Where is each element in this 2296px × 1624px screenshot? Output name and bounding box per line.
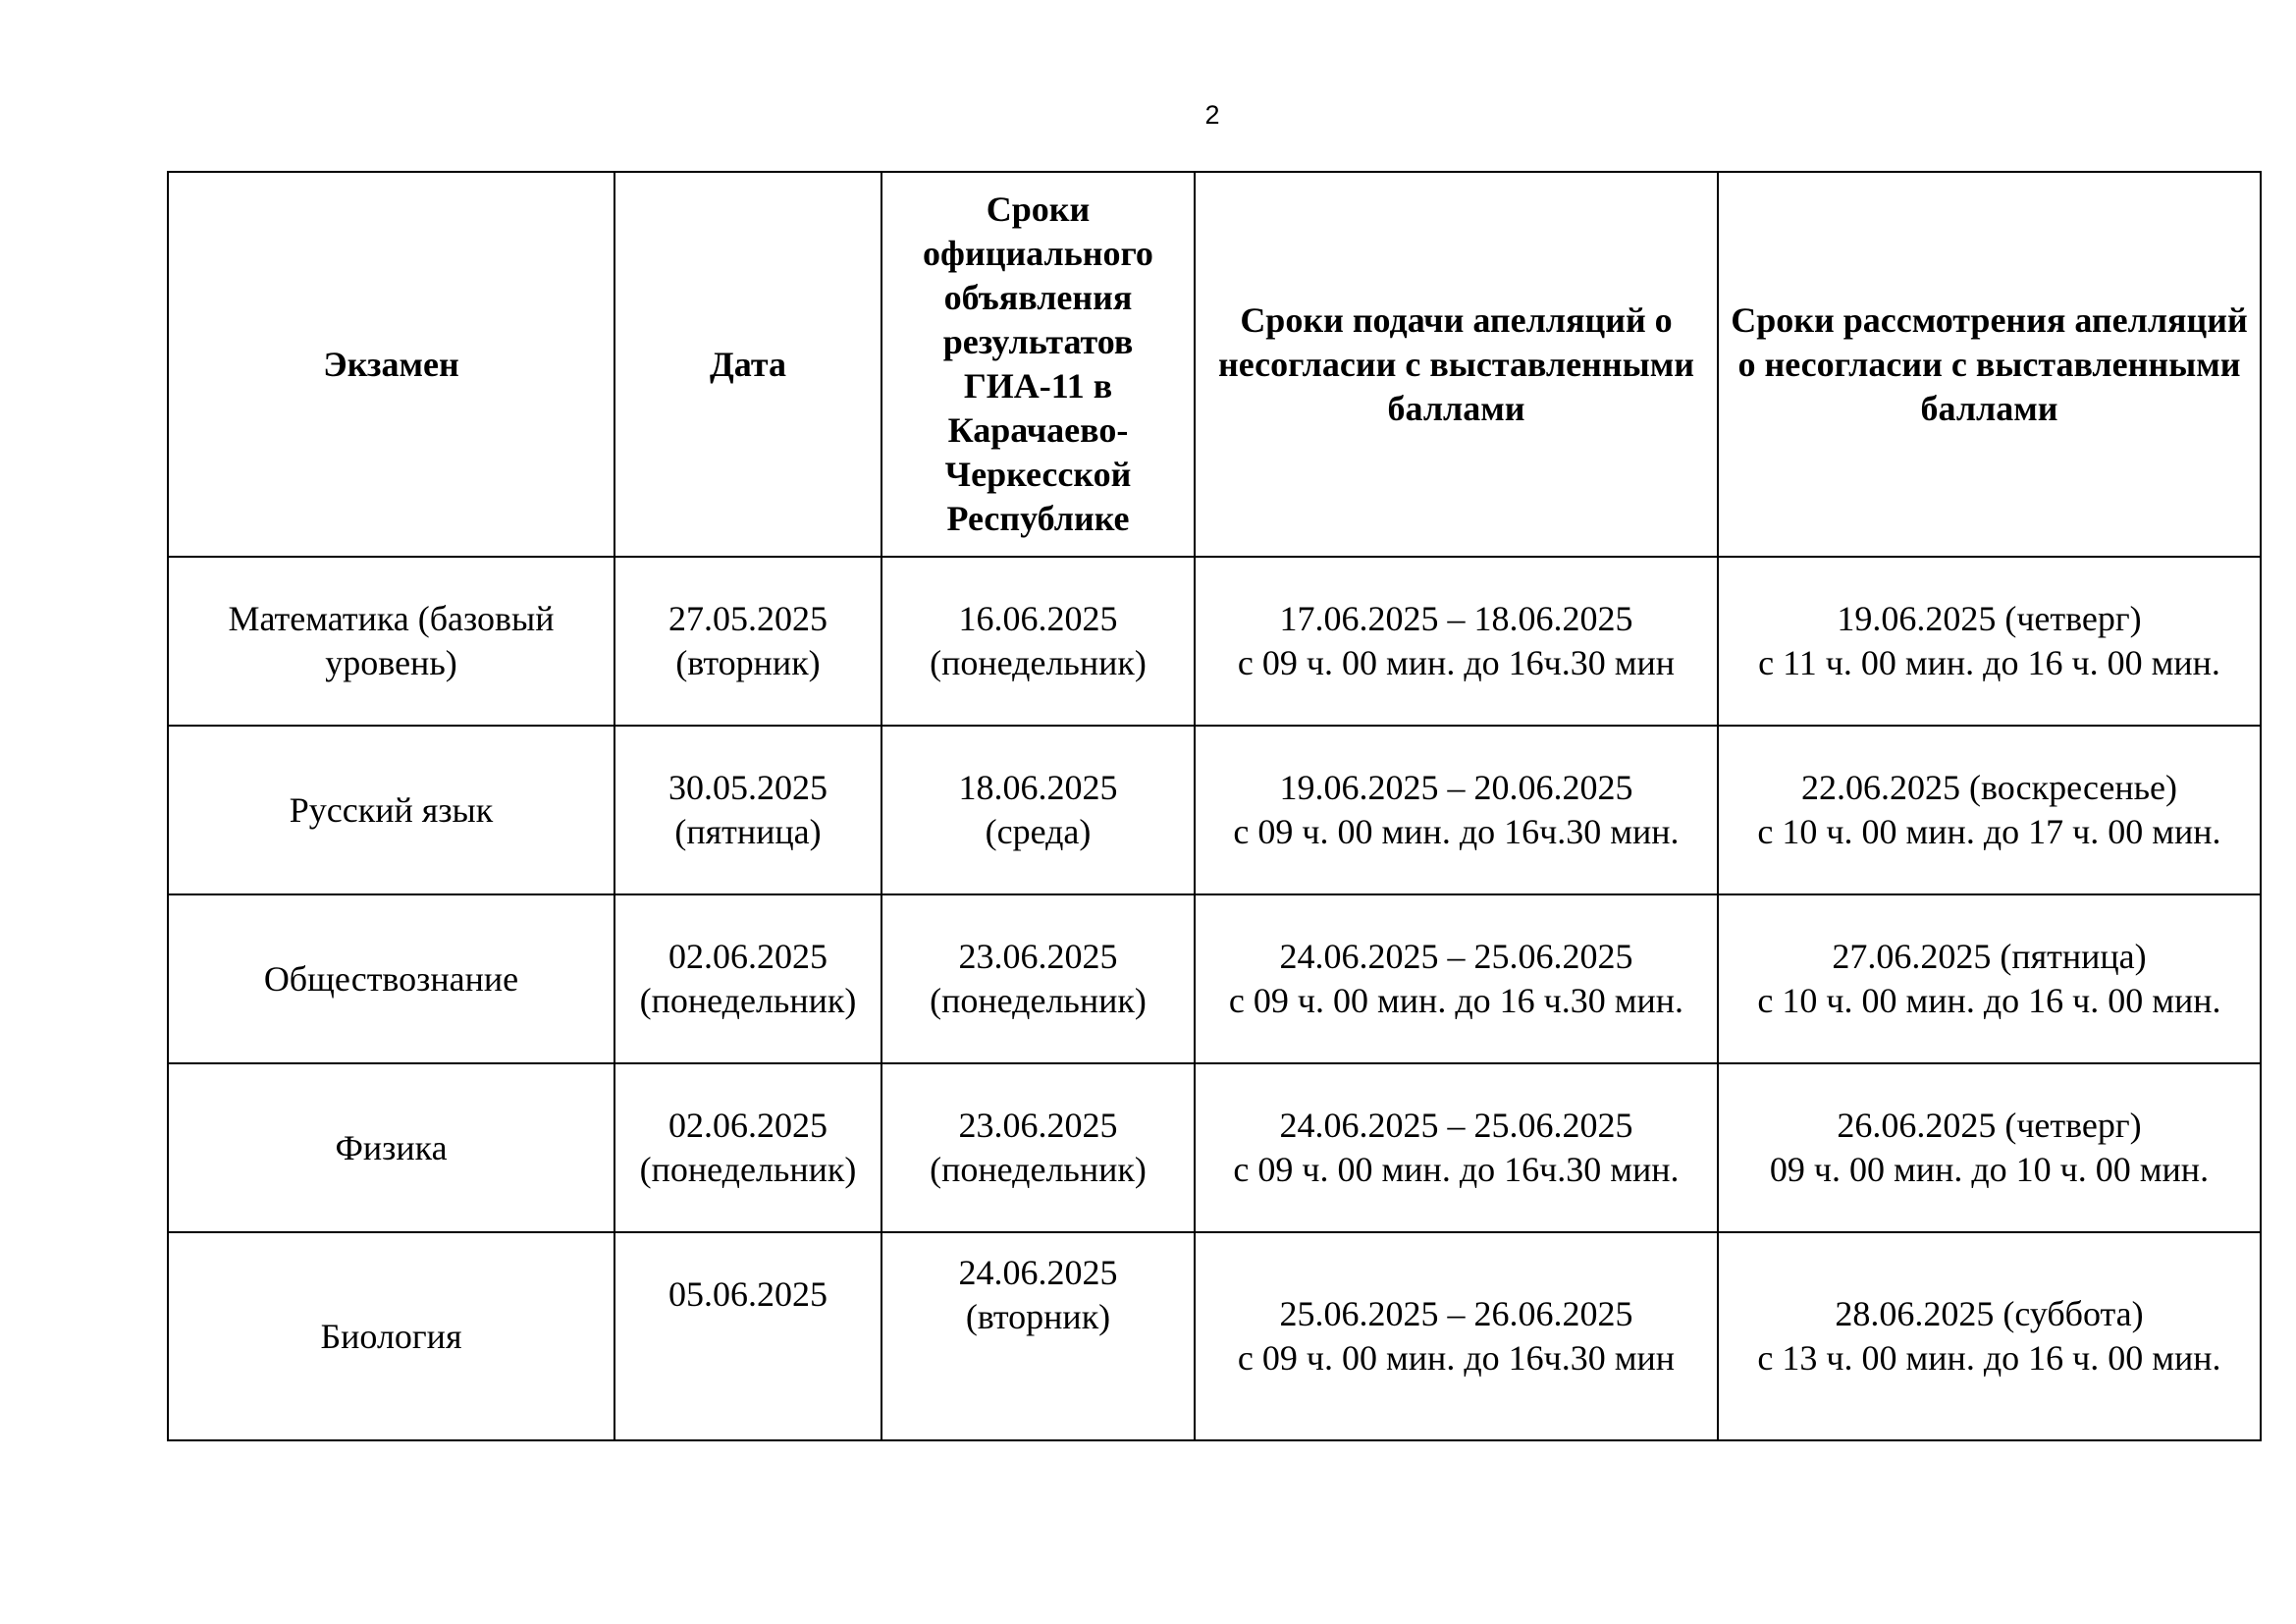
exam-name: Физика — [335, 1127, 448, 1167]
cell-exam — [168, 894, 614, 1063]
cell-exam — [168, 726, 614, 894]
header-results-announcement: Сроки официального объявления результатов ГИА-11 в Карачаево-Черкесской Республике — [881, 172, 1195, 557]
cell-results — [881, 1232, 1195, 1440]
results-date: 23.06.2025 — [958, 1106, 1118, 1145]
exam-weekday: (понедельник) — [639, 981, 857, 1020]
cell-exam — [168, 1063, 614, 1232]
results-weekday: (вторник) — [965, 1297, 1111, 1336]
header-exam: Экзамен — [168, 172, 614, 557]
cell-results — [881, 557, 1195, 726]
results-date: 23.06.2025 — [958, 937, 1118, 976]
exam-weekday: (пятница) — [674, 812, 822, 851]
table-row — [168, 894, 2261, 1063]
review-date: 27.06.2025 (пятница) — [1832, 937, 2147, 976]
cell-appeal-submission — [1195, 1232, 1718, 1440]
exam-name: Биология — [320, 1316, 462, 1356]
results-weekday: (понедельник) — [930, 981, 1147, 1020]
cell-appeal-review — [1718, 1232, 2261, 1440]
cell-date — [614, 894, 881, 1063]
submission-time: с 09 ч. 00 мин. до 16ч.30 мин. — [1233, 1150, 1680, 1189]
results-weekday: (среда) — [985, 812, 1092, 851]
submission-dates: 24.06.2025 – 25.06.2025 — [1279, 937, 1633, 976]
cell-exam — [168, 557, 614, 726]
cell-date — [614, 1232, 881, 1440]
cell-date — [614, 557, 881, 726]
cell-appeal-submission — [1195, 726, 1718, 894]
cell-appeal-review — [1718, 1063, 2261, 1232]
exam-date: 05.06.2025 — [668, 1274, 828, 1314]
review-time: 09 ч. 00 мин. до 10 ч. 00 мин. — [1769, 1150, 2210, 1189]
header-date: Дата — [614, 172, 881, 557]
submission-time: с 09 ч. 00 мин. до 16ч.30 мин. — [1233, 812, 1680, 851]
results-date: 16.06.2025 — [958, 599, 1118, 638]
cell-results — [881, 1063, 1195, 1232]
review-time: с 10 ч. 00 мин. до 16 ч. 00 мин. — [1757, 981, 2221, 1020]
table-row — [168, 726, 2261, 894]
cell-results — [881, 726, 1195, 894]
review-date: 19.06.2025 (четверг) — [1837, 599, 2142, 638]
exam-name: Русский язык — [289, 789, 494, 830]
exam-weekday: (понедельник) — [639, 1150, 857, 1189]
cell-date — [614, 726, 881, 894]
review-date: 22.06.2025 (воскресенье) — [1800, 768, 2178, 807]
cell-appeal-review — [1718, 894, 2261, 1063]
table-row — [168, 557, 2261, 726]
cell-appeal-submission — [1195, 557, 1718, 726]
results-weekday: (понедельник) — [930, 1150, 1147, 1189]
cell-results — [881, 894, 1195, 1063]
submission-dates: 17.06.2025 – 18.06.2025 — [1279, 599, 1633, 638]
table-row — [168, 1063, 2261, 1232]
cell-appeal-review — [1718, 726, 2261, 894]
submission-time: с 09 ч. 00 мин. до 16 ч.30 мин. — [1228, 981, 1684, 1020]
results-date: 18.06.2025 — [958, 768, 1118, 807]
submission-time: с 09 ч. 00 мин. до 16ч.30 мин — [1237, 643, 1676, 682]
exam-date: 27.05.2025 — [668, 599, 828, 638]
results-date: 24.06.2025 — [958, 1253, 1118, 1292]
review-date: 26.06.2025 (четверг) — [1837, 1106, 2142, 1145]
submission-dates: 24.06.2025 – 25.06.2025 — [1279, 1106, 1633, 1145]
cell-appeal-submission — [1195, 1063, 1718, 1232]
header-appeal-submission: Сроки подачи апелляций о несогласии с выставленными баллами — [1195, 172, 1718, 557]
cell-appeal-review — [1718, 557, 2261, 726]
exam-date: 30.05.2025 — [668, 768, 828, 807]
exam-date: 02.06.2025 — [668, 937, 828, 976]
review-date: 28.06.2025 (суббота) — [1835, 1294, 2144, 1333]
review-time: с 11 ч. 00 мин. до 16 ч. 00 мин. — [1758, 643, 2220, 682]
exam-name: Математика (базовый уровень) — [228, 599, 555, 682]
header-appeal-review: Сроки рассмотрения апелляций о несогласии с выставленными баллами — [1718, 172, 2261, 557]
review-time: с 10 ч. 00 мин. до 17 ч. 00 мин. — [1757, 812, 2221, 851]
table-header-row — [168, 172, 2261, 557]
review-time: с 13 ч. 00 мин. до 16 ч. 00 мин. — [1757, 1338, 2221, 1378]
cell-date — [614, 1063, 881, 1232]
results-weekday: (понедельник) — [930, 643, 1147, 682]
submission-time: с 09 ч. 00 мин. до 16ч.30 мин — [1237, 1338, 1676, 1378]
cell-appeal-submission — [1195, 894, 1718, 1063]
exam-schedule-table — [167, 171, 2262, 1441]
exam-weekday: (вторник) — [675, 643, 821, 682]
cell-exam — [168, 1232, 614, 1440]
page-number: 2 — [1204, 100, 1220, 130]
table-row — [168, 1232, 2261, 1440]
submission-dates: 19.06.2025 – 20.06.2025 — [1279, 768, 1633, 807]
exam-date: 02.06.2025 — [668, 1106, 828, 1145]
exam-name: Обществознание — [263, 958, 519, 999]
submission-dates: 25.06.2025 – 26.06.2025 — [1279, 1294, 1633, 1333]
